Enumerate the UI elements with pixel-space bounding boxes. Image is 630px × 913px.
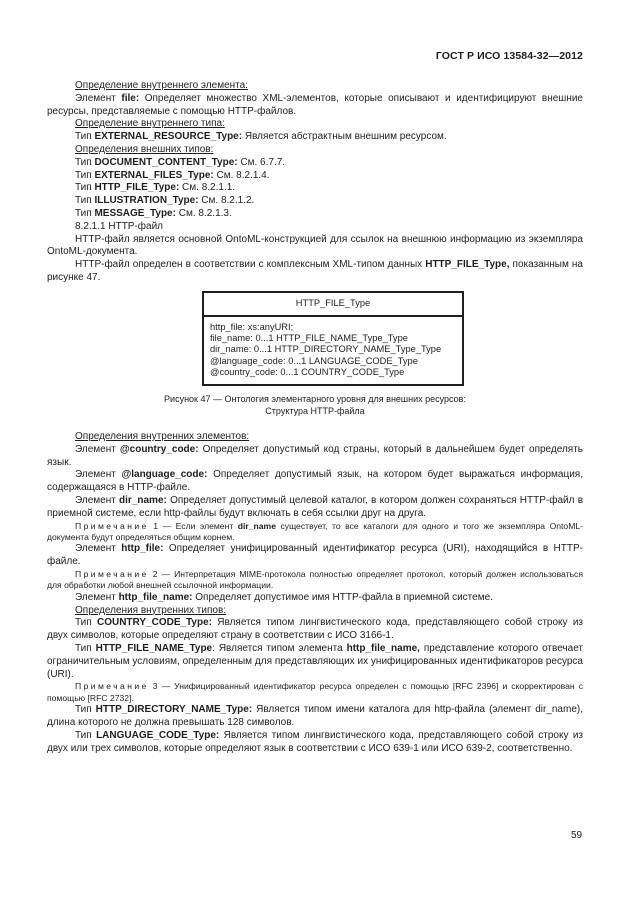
paragraph: Элемент dir_name: Определяет допустимый целевой каталог, в котором должен сохраняться HTTP-файл в приемной системе, если http-файлы будут включать в себя ссылки друг на друга.	[47, 494, 584, 519]
figure-line: file_name: 0...1 HTTP_FILE_NAME_Type_Type	[210, 333, 408, 344]
figure-caption	[47, 393, 583, 417]
figure-line: @language_code: 0...1 LANGUAGE_CODE_Type	[210, 355, 418, 366]
paragraph: Элемент @language_code: Определяет допустимый язык, на котором будет выражаться информация, содержащаяся в HTTP-файле.	[47, 469, 583, 494]
paragraph: Тип EXTERNAL_FILES_Type: См. 8.2.1.4.	[75, 169, 270, 181]
subsection-title: 8.2.1.1 HTTP-файл	[75, 220, 164, 232]
paragraph: Тип HTTP_FILE_NAME_Type: Является типом элемента http_file_name, представление которого отвечает ограничительным условиям, определенным для представляющих их унифицированных идентификаторов ресурса (URI).	[47, 642, 583, 680]
figure-line: @country_code: 0...1 COUNTRY_CODE_Type	[210, 366, 405, 377]
standard-header: ГОСТ Р ИСО 13584-32—2012	[435, 50, 583, 62]
paragraph: Элемент @country_code: Определяет допустимый код страны, который в дальнейшем будет определять язык.	[47, 443, 583, 468]
section-heading: Определения внешних типов:	[75, 143, 214, 155]
section-heading: Определения внутренних типов:	[75, 604, 227, 616]
section-heading: Определение внутреннего типа:	[75, 118, 225, 130]
figure-body	[204, 317, 462, 384]
paragraph: Элемент http_file_name: Определяет допустимое имя HTTP-файла в приемной системе.	[75, 591, 493, 603]
paragraph: Элемент file: Определяет множество XML-элементов, которые описывают и идентифицируют внешние ресурсы, представляемые с помощью HTTP-файлов.	[47, 92, 583, 117]
paragraph: Тип COUNTRY_CODE_Type: Является типом лингвистического кода, представляющего собой строку из двух символов, которые определяют страну в соответствии с ИСО 3166-1.	[47, 617, 583, 642]
paragraph: Элемент http_file: Определяет унифицированный идентификатор ресурса (URI), находящийся в HTTP-файле.	[47, 543, 583, 568]
paragraph: Тип LANGUAGE_CODE_Type: Является типом лингвистического кода, представляющего собой строку из двух или трех символов, которые определяют язык в соответствии с ИСО 639-1 или ИСО 639-2, соответственно.	[47, 729, 583, 754]
paragraph: Тип ILLUSTRATION_Type: См. 8.2.1.2.	[75, 195, 255, 207]
note: Примечание 2 — Интерпретация MIME-протокола полностью определяет протокол, который должен использоваться для обработки любой внешней ссылочной информации.	[47, 568, 583, 591]
note: Примечание 1 — Если элемент dir_name существует, то все каталоги для одного и того же экземпляра OntoML-документа будут определяться общим корнем.	[47, 520, 583, 542]
section-heading: Определение внутреннего элемента:	[75, 80, 248, 91]
paragraph: Тип HTTP_FILE_Type: См. 8.2.1.1.	[75, 182, 236, 194]
paragraph: HTTP-файл является основной OntoML-конструкцией для ссылок на внешнюю информацию из экземпляра OntoML-документа.	[47, 233, 583, 258]
figure-line: dir_name: 0...1 HTTP_DIRECTORY_NAME_Type_Type	[210, 344, 442, 355]
section-heading: Определения внутренних элементов:	[75, 430, 250, 442]
figure-title: HTTP_FILE_Type	[204, 293, 462, 317]
figure-box	[202, 291, 464, 386]
page-body	[47, 80, 583, 755]
paragraph: Тип HTTP_DIRECTORY_NAME_Type: Является типом имени каталога для http-файла (элемент dir_name), длина которого не должна превышать 128 символов.	[47, 704, 583, 728]
caption-line: Структура HTTP-файла	[265, 405, 365, 416]
paragraph: HTTP-файл определен в соответствии с комплексным XML-типом данных HTTP_FILE_Type, показанным на рисунке 47.	[47, 259, 583, 283]
page-number: 59	[571, 830, 583, 841]
paragraph: Тип MESSAGE_Type: См. 8.2.1.3.	[75, 207, 232, 219]
figure-line: http_file: xs:anyURI;	[210, 321, 294, 332]
caption-line: Рисунок 47 — Онтология элементарного уровня для внешних ресурсов:	[164, 393, 466, 404]
paragraph: Тип DOCUMENT_CONTENT_Type: См. 6.7.7.	[75, 156, 286, 168]
paragraph: Тип EXTERNAL_RESOURCE_Type: Является абстрактным внешним ресурсом.	[75, 131, 447, 143]
note: Примечание 3 — Унифицированный идентификатор ресурса определен с помощью [RFC 2396] и скорректирован с помощью [RFC 2732].	[47, 681, 583, 703]
